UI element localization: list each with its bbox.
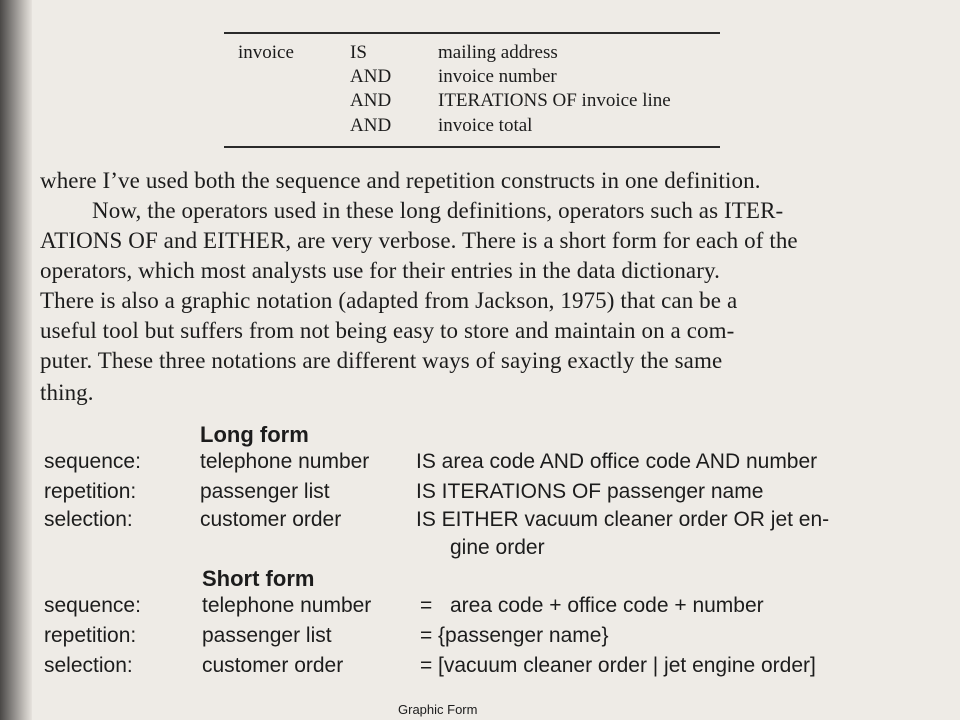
short-form-row xyxy=(0,594,960,620)
construct-label: sequence: xyxy=(44,450,141,473)
paragraph-line: operators, which most analysts use for their entries in the data dictionary. xyxy=(40,258,720,283)
definition-body: [vacuum cleaner order | jet engine order] xyxy=(438,654,816,677)
definition-term: telephone number xyxy=(200,450,370,473)
long-form-row xyxy=(0,480,960,506)
paragraph-line: useful tool but suffers from not being easy to store and maintain on a com- xyxy=(40,318,735,343)
definition-term: customer order xyxy=(202,654,344,677)
definition-body: {passenger name} xyxy=(438,624,609,647)
paragraph-line: Now, the operators used in these long definitions, operators such as ITER- xyxy=(92,198,784,223)
long-form-row xyxy=(0,508,960,534)
definition-term: passenger list xyxy=(202,624,332,647)
invoice-item: invoice total xyxy=(438,115,533,136)
equals-operator: = xyxy=(420,594,433,617)
paragraph-line: puter. These three notations are different ways of saying exactly the same xyxy=(40,348,723,373)
definition-body: area code + office code + number xyxy=(450,594,764,617)
equals-operator: = xyxy=(420,654,433,677)
construct-label: selection: xyxy=(44,508,133,531)
table-top-rule xyxy=(224,32,720,34)
invoice-item: invoice number xyxy=(438,66,557,87)
short-form-row xyxy=(0,624,960,650)
definition-body: IS area code AND office code AND number xyxy=(416,450,818,473)
equals-operator: = xyxy=(420,624,433,647)
definition-term: customer order xyxy=(200,508,342,531)
long-form-row xyxy=(0,450,960,476)
construct-label: sequence: xyxy=(44,594,141,617)
invoice-operator: AND xyxy=(350,66,392,87)
invoice-operator: AND xyxy=(350,90,392,111)
table-bottom-rule xyxy=(224,146,720,148)
graphic-form-caption: Graphic Form xyxy=(398,702,478,717)
definition-term: passenger list xyxy=(200,480,330,503)
construct-label: repetition: xyxy=(44,624,137,647)
construct-label: repetition: xyxy=(44,480,137,503)
definition-body: IS EITHER vacuum cleaner order OR jet en- xyxy=(416,508,830,531)
paragraph-line: thing. xyxy=(40,380,94,405)
invoice-item: ITERATIONS OF invoice line xyxy=(438,90,671,111)
long-form-heading: Long form xyxy=(200,422,309,447)
paragraph-line: where I’ve used both the sequence and repetition constructs in one definition. xyxy=(40,168,761,193)
paragraph-line: There is also a graphic notation (adapted from Jackson, 1975) that can be a xyxy=(40,288,738,313)
long-form-continuation-row xyxy=(0,536,960,562)
paragraph-line: ATIONS OF and EITHER, are very verbose. There is a short form for each of the xyxy=(40,228,798,253)
invoice-item: mailing address xyxy=(438,42,558,63)
definition-term: telephone number xyxy=(202,594,372,617)
invoice-operator: IS xyxy=(350,42,367,63)
invoice-term: invoice xyxy=(238,42,294,63)
construct-label: selection: xyxy=(44,654,133,677)
definition-body: IS ITERATIONS OF passenger name xyxy=(416,480,764,503)
short-form-row xyxy=(0,654,960,680)
invoice-operator: AND xyxy=(350,115,392,136)
short-form-heading: Short form xyxy=(202,566,315,591)
definition-continuation: gine order xyxy=(450,536,545,559)
